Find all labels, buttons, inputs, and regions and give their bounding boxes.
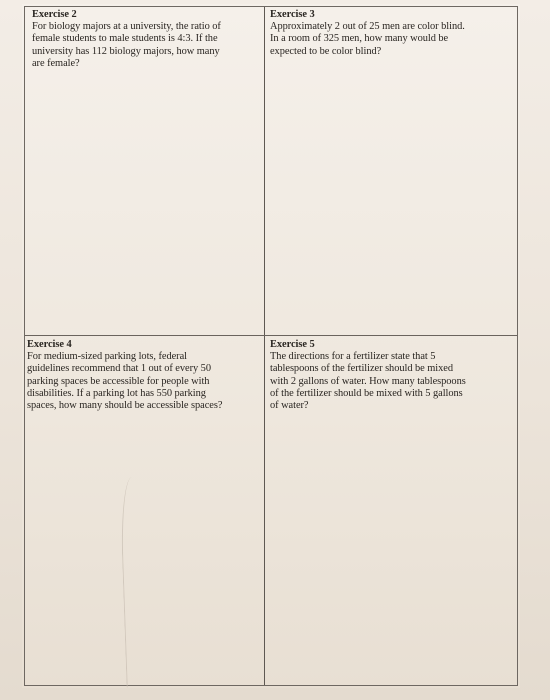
exercise-5-title: Exercise 5 <box>270 339 315 350</box>
exercise-4-text: For medium-sized parking lots, federal guidelines recommend that 1 out of every 50 parking spaces be accessible for people with disabilities. If a parking lot has 550 parking spaces, how many should be accessible spaces? <box>27 351 223 412</box>
exercise-2-text: For biology majors at a university, the ratio of female students to male students is 4:3. If the university has 112 biology majors, how many are female? <box>32 21 221 69</box>
paper-crease <box>119 477 157 688</box>
exercise-2-title: Exercise 2 <box>32 9 77 20</box>
exercise-4-title: Exercise 4 <box>27 339 72 350</box>
exercise-3-title: Exercise 3 <box>270 9 315 20</box>
grid-horizontal-divider <box>25 335 517 336</box>
exercise-3-box <box>270 9 500 58</box>
exercise-5-box <box>270 339 510 412</box>
exercise-5-text: The directions for a fertilizer state that 5 tablespoons of the fertilizer should be mixed with 2 gallons of water. How many tablespoons of the fertilizer should be mixed with 5 gallons of water? <box>270 351 466 412</box>
exercise-2-box <box>32 9 252 70</box>
exercise-3-text: Approximately 2 out of 25 men are color blind. In a room of 325 men, how many would be expected to be color blind? <box>270 21 465 57</box>
exercise-4-box <box>27 339 263 412</box>
grid-vertical-divider <box>264 7 265 685</box>
